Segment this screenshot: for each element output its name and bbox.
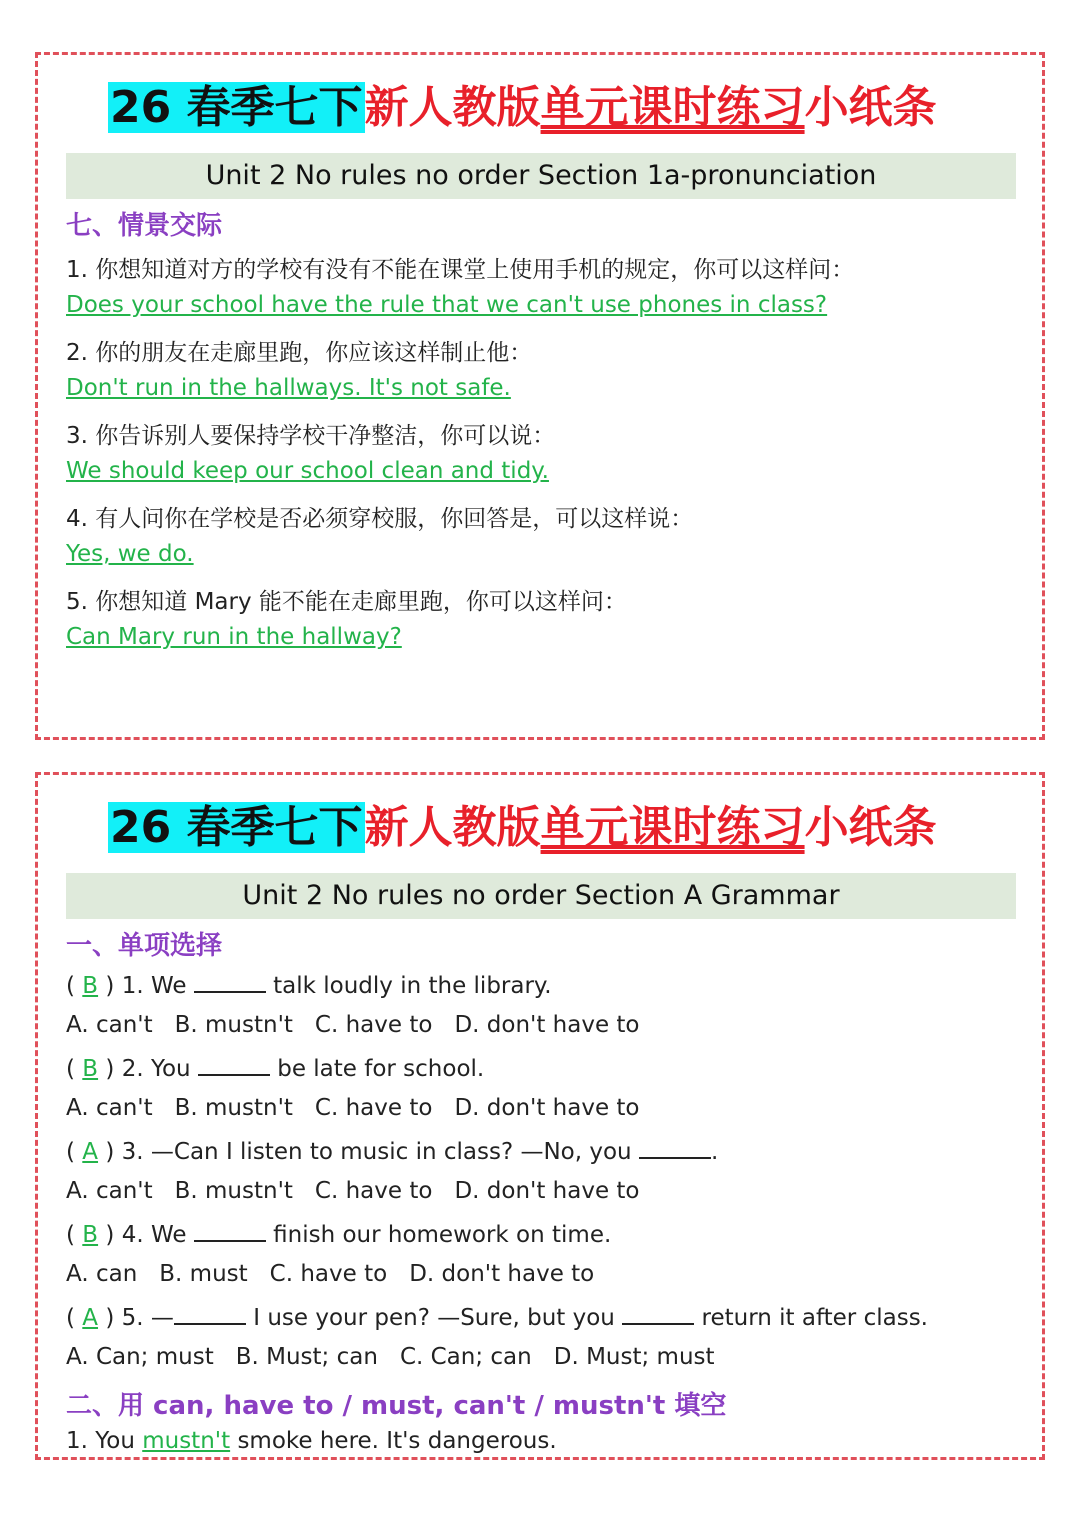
option-d: D. don't have to [454,1178,640,1204]
title-underlined: 单元课时练习 [540,802,805,853]
question-text-mid: I use your pen? —Sure, but you [253,1305,615,1331]
question-text: 4. We [121,1222,187,1248]
paren-close: ) [105,1305,115,1331]
question-4: 4. 有人问你在学校是否必须穿校服，你回答是，可以这样说： [66,506,694,532]
option-c: C. Can; can [399,1344,532,1370]
fill-text-after: smoke here. It's dangerous. [237,1428,557,1454]
option-a: A. can't [66,1095,153,1121]
question-5: 5. 你想知道 Mary 能不能在走廊里跑，你可以这样问： [66,589,627,615]
paren-open: ( [66,1139,75,1165]
option-d: D. don't have to [454,1012,640,1038]
question-text: 3. —Can I listen to music in class? —No, you [121,1139,632,1165]
card-title [108,787,1008,869]
mcq-options-4 [66,1261,1016,1287]
title-prefix: 26 春季七下 [110,82,363,133]
question-text-after: . [710,1139,719,1165]
exercise-card-2 [35,772,1045,1460]
question-2: 2. 你的朋友在走廊里跑，你应该这样制止他： [66,340,533,366]
answer-blank [194,971,266,993]
option-d: D. Must; must [553,1344,715,1370]
question-text: 5. — [121,1305,174,1331]
unit-subtitle: Unit 2 No rules no order Section A Grammar [66,873,1016,919]
question-text: 1. We [121,973,187,999]
mcq-question-3 [66,1137,1016,1165]
section-heading-choice: 一、单项选择 [66,931,223,961]
option-a: A. can't [66,1178,153,1204]
section-heading: 七、情景交际 [66,211,223,241]
mcq-options-5 [66,1344,1016,1370]
section-heading-fill: 二、用 can, have to / must, can't / mustn't 填空 [66,1391,727,1421]
paren-open: ( [66,1305,75,1331]
title-underlined: 单元课时练习 [540,82,805,133]
answer-key: B [82,973,99,999]
option-a: A. can [66,1261,138,1287]
option-d: D. don't have to [454,1095,640,1121]
option-b: B. mustn't [174,1012,293,1038]
mcq-question-2 [66,1054,1016,1082]
mcq-options-1 [66,1012,1016,1038]
question-text-after: finish our homework on time. [273,1222,612,1248]
option-b: B. Must; can [235,1344,378,1370]
option-a: A. Can; must [66,1344,214,1370]
question-1: 1. 你想知道对方的学校有没有不能在课堂上使用手机的规定，你可以这样问： [66,257,855,283]
option-b: B. mustn't [174,1178,293,1204]
option-c: C. have to [314,1012,433,1038]
unit-subtitle: Unit 2 No rules no order Section 1a-pronunciation [66,153,1016,199]
mcq-options-3 [66,1178,1016,1204]
paren-close: ) [105,973,115,999]
title-suffix: 小纸条 [804,82,937,133]
answer-2: Don't run in the hallways. It's not safe. [66,375,511,401]
title-suffix: 小纸条 [804,802,937,853]
paren-open: ( [66,1056,75,1082]
paren-close: ) [105,1222,115,1248]
answer-blank [174,1303,246,1325]
paren-close: ) [105,1139,115,1165]
answer-key: B [82,1056,99,1082]
answer-5: Can Mary run in the hallway? [66,624,402,650]
paren-open: ( [66,1222,75,1248]
option-d: D. don't have to [409,1261,595,1287]
question-text: 2. You [121,1056,191,1082]
option-a: A. can't [66,1012,153,1038]
title-mid: 新人教版 [364,82,541,133]
paren-open: ( [66,973,75,999]
title-mid: 新人教版 [364,802,541,853]
answer-blank [198,1054,270,1076]
answer-blank [622,1303,694,1325]
answer-blank [194,1220,266,1242]
mcq-question-1 [66,971,1016,999]
question-3: 3. 你告诉别人要保持学校干净整洁，你可以说： [66,423,556,449]
title-prefix: 26 春季七下 [110,802,363,853]
option-b: B. mustn't [174,1095,293,1121]
option-b: B. must [159,1261,248,1287]
answer-3: We should keep our school clean and tidy. [66,458,549,484]
fill-answer: mustn't [142,1428,231,1454]
option-c: C. have to [314,1095,433,1121]
mcq-question-4 [66,1220,1016,1248]
answer-key: B [82,1222,99,1248]
question-text-after: be late for school. [277,1056,485,1082]
answer-1: Does your school have the rule that we can't use phones in class? [66,292,828,318]
mcq-question-5 [66,1303,1016,1331]
answer-blank [639,1137,711,1159]
card-title [108,67,1008,149]
answer-key: A [82,1139,99,1165]
mcq-options-2 [66,1095,1016,1121]
answer-4: Yes, we do. [66,541,194,567]
option-c: C. have to [269,1261,388,1287]
paren-close: ) [105,1056,115,1082]
fill-question-1 [66,1428,1016,1454]
question-text-after: talk loudly in the library. [273,973,552,999]
fill-text-before: 1. You [66,1428,135,1454]
question-text-after: return it after class. [701,1305,928,1331]
answer-key: A [82,1305,99,1331]
exercise-card-1 [35,52,1045,740]
option-c: C. have to [314,1178,433,1204]
